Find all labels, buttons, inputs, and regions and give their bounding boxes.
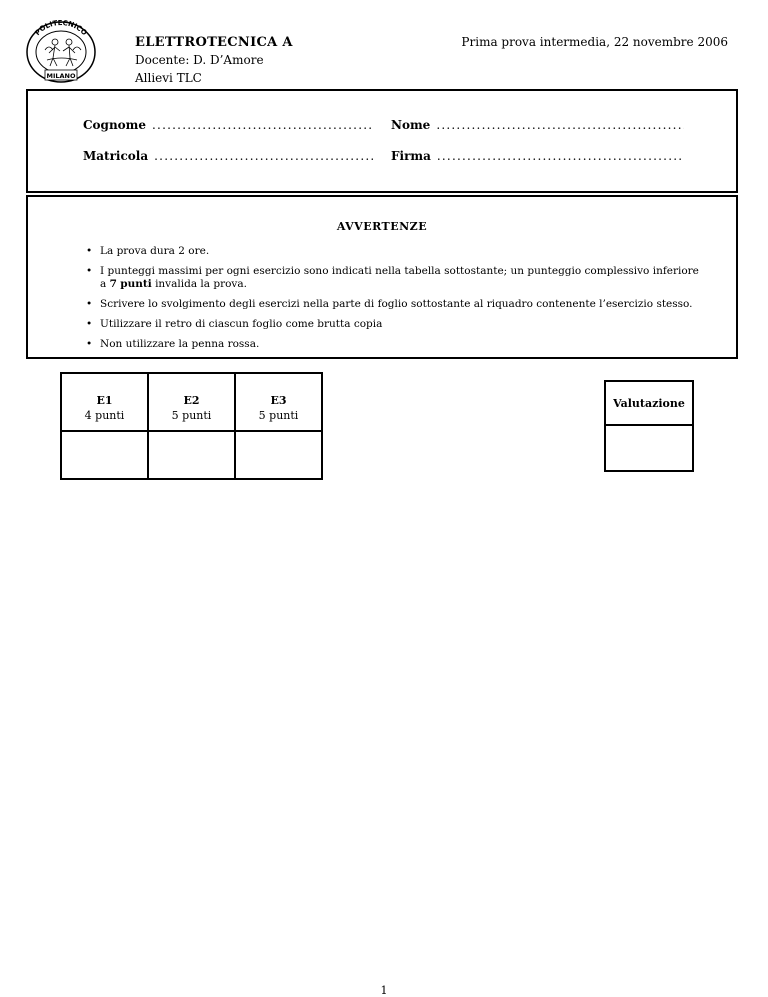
student-id-field[interactable] [83, 149, 373, 163]
teacher-name: Docente: D. D’Amore [135, 53, 264, 67]
name-field[interactable] [391, 118, 684, 132]
exercise-1-score-cell[interactable] [61, 431, 148, 479]
list-item: • Utilizzare il retro di ciascun foglio come brutta copia [86, 318, 706, 331]
name-dotted-line[interactable] [436, 118, 684, 132]
warnings-list [86, 245, 706, 358]
exercise-3-score-cell[interactable] [235, 431, 322, 479]
student-group: Allievi TLC [135, 71, 202, 85]
warnings-title: AVVERTENZE [336, 220, 428, 233]
exercise-1-header: E1 4 punti [61, 373, 148, 431]
list-item: • Scrivere lo svolgimento degli esercizi nella parte di foglio sottostante al riquadro contenente l’esercizio stesso. [86, 298, 706, 311]
signature-label: Firma [391, 149, 431, 163]
student-info-box [26, 89, 738, 193]
list-item: • La prova dura 2 ore. [86, 245, 706, 258]
evaluation-score-cell[interactable] [605, 425, 693, 471]
svg-text:MILANO: MILANO [46, 72, 76, 80]
exercise-2-score-cell[interactable] [148, 431, 235, 479]
politecnico-seal-logo [25, 20, 97, 84]
surname-label: Cognome [83, 118, 147, 132]
surname-dotted-line[interactable] [152, 118, 373, 132]
name-label: Nome [391, 118, 431, 132]
min-score-value: 7 [109, 278, 117, 290]
list-item: • I punteggi massimi per ogni esercizio sono indicati nella tabella sottostante; un punteggio complessivo inferiore a 7 punti invalida la prova. [86, 265, 706, 291]
evaluation-table [604, 380, 694, 472]
score-table [60, 372, 323, 480]
course-title: ELETTROTECNICA A [135, 35, 293, 50]
exercise-3-header: E3 5 punti [235, 373, 322, 431]
svg-text:POLITECNICO: POLITECNICO [33, 20, 89, 38]
exam-date: Prima prova intermedia, 22 novembre 2006 [461, 35, 728, 49]
warnings-box [26, 195, 738, 359]
signature-field[interactable] [391, 149, 684, 163]
student-id-label: Matricola [83, 149, 149, 163]
exercise-2-header: E2 5 punti [148, 373, 235, 431]
list-item: • Non utilizzare la penna rossa. [86, 338, 706, 351]
student-id-dotted-line[interactable] [154, 149, 373, 163]
min-score-unit: punti [120, 278, 152, 290]
surname-field[interactable] [83, 118, 373, 132]
page-number: 1 [380, 984, 388, 997]
signature-dotted-line[interactable] [437, 149, 684, 163]
evaluation-header: Valutazione [605, 381, 693, 425]
